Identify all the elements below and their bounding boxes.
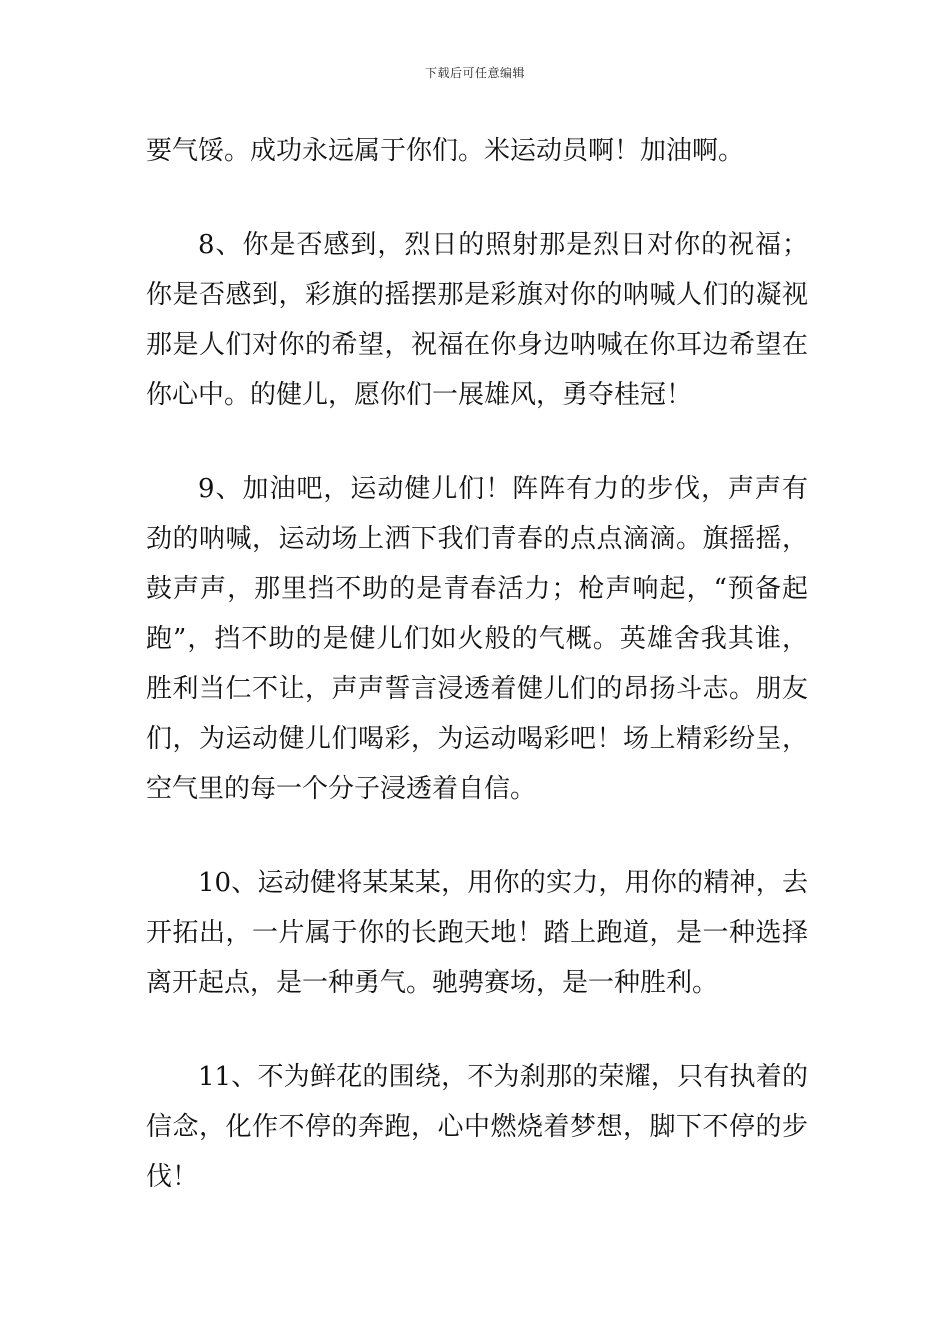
document-body: [146, 126, 808, 1202]
paragraph-gap: [146, 814, 808, 858]
paragraph-gap: [146, 420, 808, 464]
page-header-note: 下载后可任意编辑: [424, 66, 525, 80]
paragraph-gap: [146, 1008, 808, 1052]
paragraph-10: 10、运动健将某某某，用你的实力，用你的精神，去开拓出，一片属于你的长跑天地！踏上跑道，是一种选择离开起点，是一种勇气。驰骋赛场，是一种胜利。: [146, 868, 808, 998]
paragraph-gap: [146, 176, 808, 220]
paragraph-9: 9、加油吧，运动健儿们！阵阵有力的步伐，声声有劲的呐喊，运动场上洒下我们青春的点点滴滴。旗摇摇，鼓声声，那里挡不助的是青春活力；枪声响起，“预备起跑”，挡不助的是健儿们如火般的气概。英雄舍我其谁，胜利当仁不让，声声誓言浸透着健儿们的昂扬斗志。朋友们，为运动健儿们喝彩，为运动喝彩吧！场上精彩纷呈，空气里的每一个分子浸透着自信。: [146, 474, 808, 804]
paragraph-11: 11、不为鲜花的围绕，不为刹那的荣耀，只有执着的信念，化作不停的奔跑，心中燃烧着梦想，脚下不停的步伐！: [146, 1062, 808, 1192]
paragraph-8: 8、你是否感到，烈日的照射那是烈日对你的祝福；你是否感到，彩旗的摇摆那是彩旗对你的呐喊人们的凝视那是人们对你的希望，祝福在你身边呐喊在你耳边希望在你心中。的健儿，愿你们一展雄风，勇夺桂冠！: [146, 230, 808, 410]
paragraph-continuation: 要气馁。成功永远属于你们。米运动员啊！加油啊。: [146, 136, 745, 166]
